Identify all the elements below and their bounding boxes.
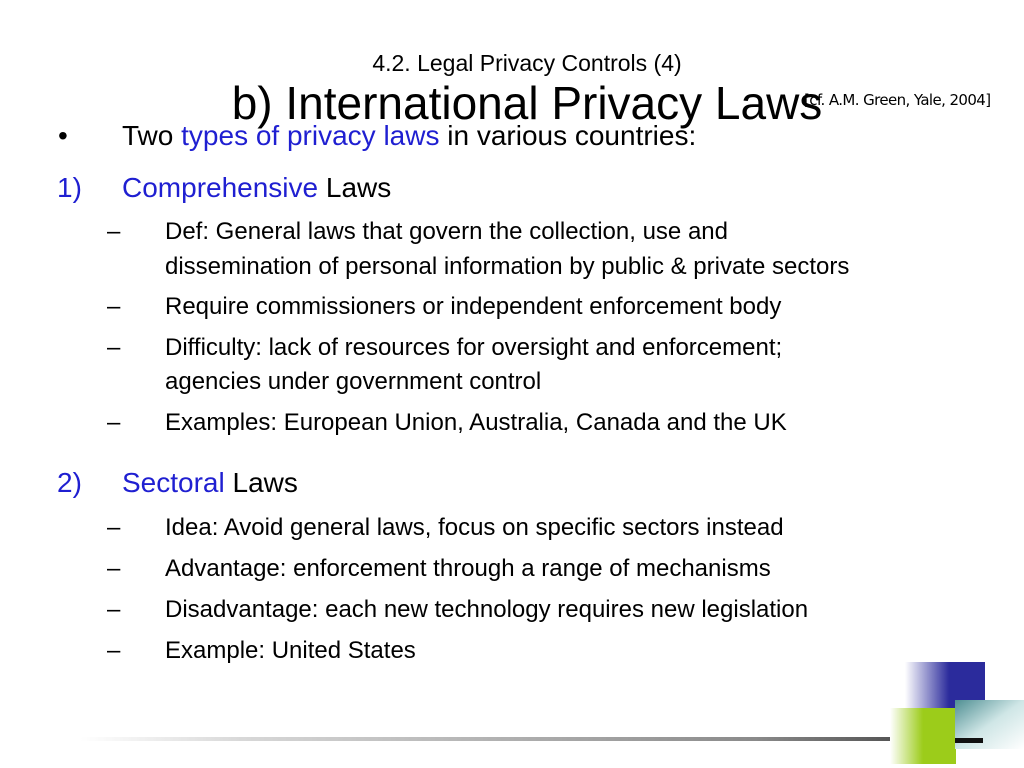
dash-marker: – [107,514,121,541]
section2-item: Advantage: enforcement through a range of mechanisms [165,555,771,582]
section2-number: 2) [57,467,82,498]
dash-marker: – [107,409,121,436]
section1-item: dissemination of personal information by public & private sectors [165,253,850,280]
dash-marker: – [107,555,121,582]
section1-rest: Laws [325,172,392,203]
deco-lime-square [890,708,956,764]
intro-text-before: Two [122,120,174,151]
bullet-marker: • [58,120,68,151]
section2-rest: Laws [232,467,298,498]
slide-title: b) International Privacy Laws [231,77,823,129]
dash-marker: – [107,637,121,664]
intro-highlight: types of privacy laws [181,120,440,151]
slide-subtitle: 4.2. Legal Privacy Controls (4) [372,50,682,76]
dash-marker: – [107,596,121,623]
section1-highlight: Comprehensive [122,172,319,203]
section2-highlight: Sectoral [122,467,225,498]
section1-item: agencies under government control [165,368,542,395]
intro-text-after: in various countries: [447,120,697,151]
dash-marker: – [107,334,121,361]
section2-item: Example: United States [165,637,416,664]
deco-black-bar [955,738,983,743]
dash-marker: – [107,293,121,320]
dash-marker: – [107,218,121,245]
section2-item: Disadvantage: each new technology requires new legislation [165,596,809,623]
section2-item: Idea: Avoid general laws, focus on specific sectors instead [165,514,784,541]
citation: [cf. A.M. Green, Yale, 2004] [804,91,991,109]
section1-item: Require commissioners or independent enforcement body [165,293,782,320]
section1-item: Difficulty: lack of resources for oversight and enforcement; [165,334,783,361]
section1-number: 1) [57,172,82,203]
section1-item: Examples: European Union, Australia, Canada and the UK [165,409,787,436]
section1-item: Def: General laws that govern the collection, use and [165,218,728,245]
